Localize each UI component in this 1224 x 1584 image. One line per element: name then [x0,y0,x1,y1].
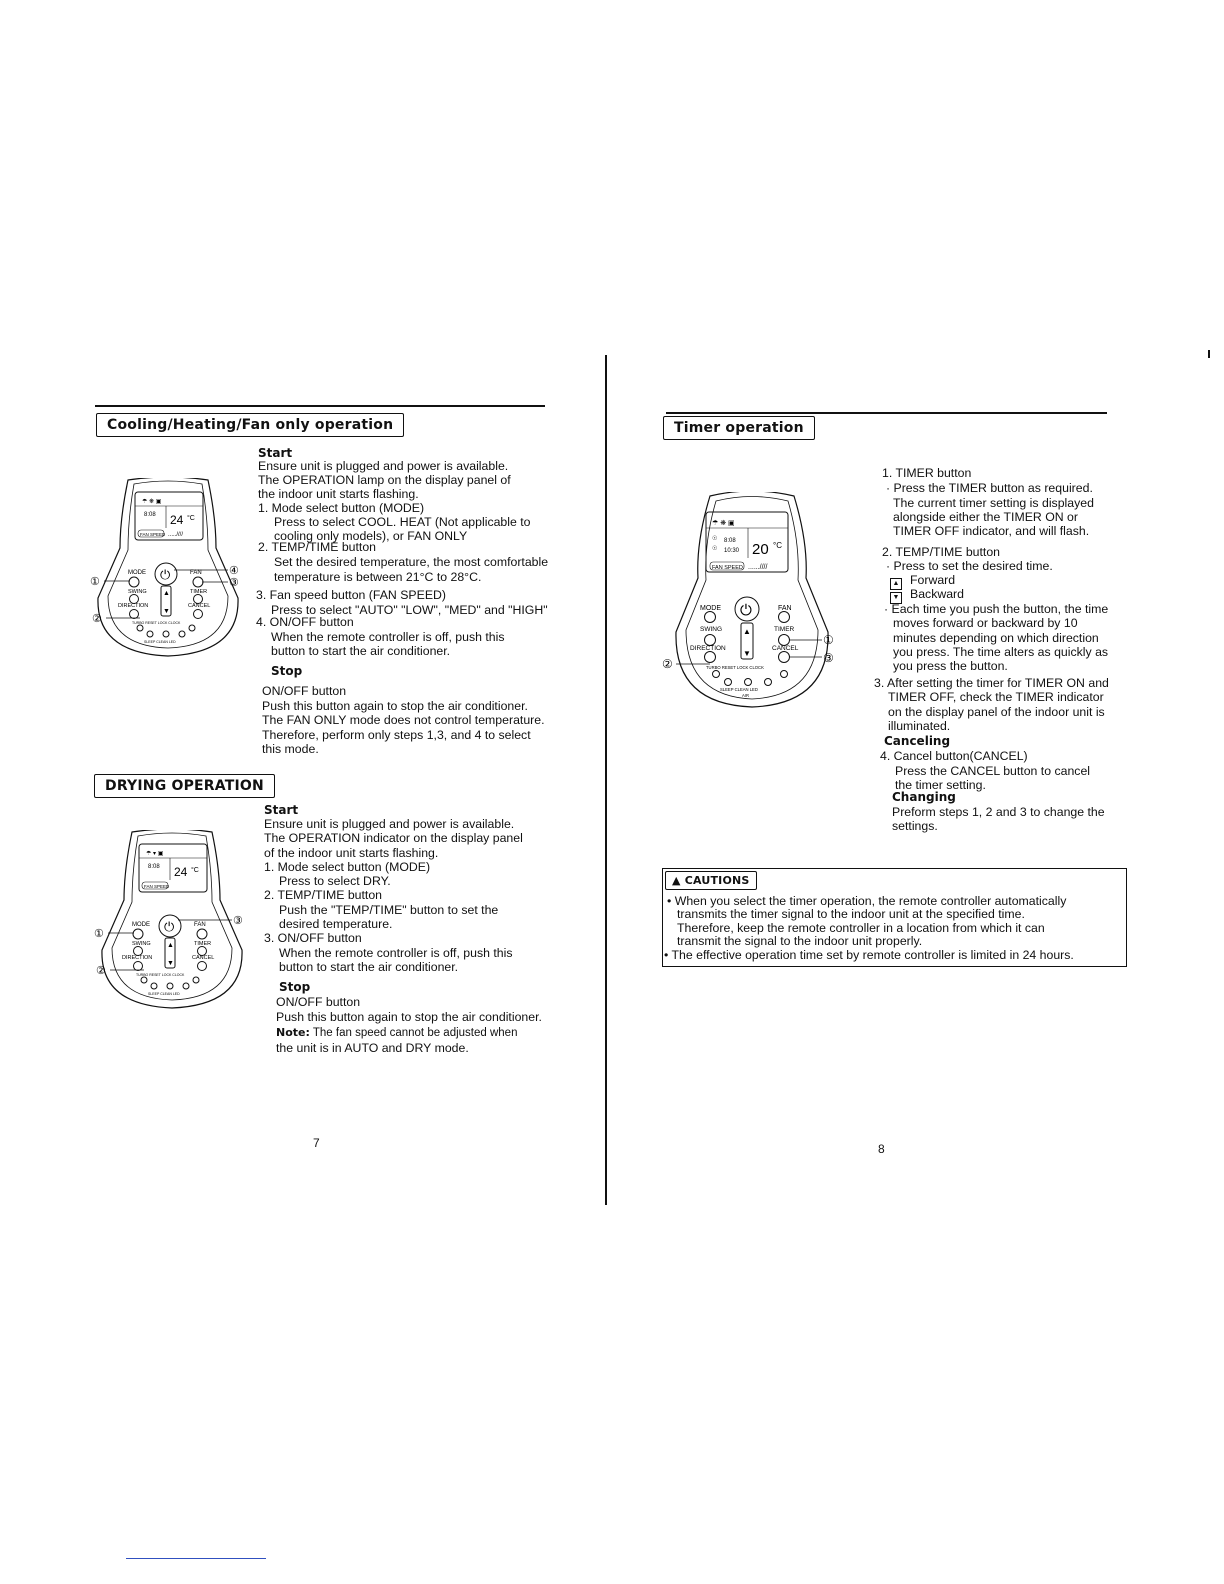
svg-text:☉: ☉ [712,546,718,552]
svg-text:8:08: 8:08 [724,538,736,544]
timer-line-1: · Press the TIMER button as required. [886,481,1093,495]
svg-text:......////: ......//// [748,564,768,571]
start-line-12: When the remote controller is off, push this [271,630,505,644]
start-line-6: 2. TEMP/TIME button [258,540,377,554]
stop-line-1: Push this button again to stop the air conditioner. [262,699,528,713]
note-line-2: the unit is in AUTO and DRY mode. [276,1041,469,1055]
timer-line-0: 1. TIMER button [882,466,972,480]
down-arrow-icon: ▼ [890,592,902,604]
timer-line-15: TIMER OFF, check the TIMER indicator [888,690,1104,704]
forward-label: Forward [910,573,956,587]
svg-text:DIRECTION: DIRECTION [690,645,726,652]
svg-text:MODE: MODE [128,570,146,576]
svg-text:②: ② [96,965,106,977]
note-text: The fan speed cannot be adjusted when [309,1027,518,1039]
stop-line-0: ON/OFF button [262,684,347,698]
svg-text:SLEEP CLEAN LED: SLEEP CLEAN LED [148,992,180,996]
svg-text:☂ ❋ ▣: ☂ ❋ ▣ [142,499,162,505]
start-line-2: the indoor unit starts flashing. [258,487,419,501]
svg-text:SWING: SWING [700,626,723,633]
svg-text:FAN: FAN [194,922,206,928]
canceling-heading: Canceling [884,734,951,748]
svg-text:SWING: SWING [128,589,147,595]
changing-heading: Changing [892,790,956,804]
svg-text:④: ④ [229,565,239,577]
svg-text:10:30: 10:30 [724,548,740,554]
start-heading: Start [258,446,293,460]
dry-start-line-6: Push the "TEMP/TIME" button to set the [279,903,499,917]
svg-text:FAN SPEED: FAN SPEED [144,884,170,889]
section2-title: DRYING OPERATION [94,774,275,798]
canceling-line-2: the timer setting. [895,778,986,792]
svg-text:CANCEL: CANCEL [192,955,215,961]
timer-section-title: Timer operation [663,416,815,440]
svg-text:⏻: ⏻ [160,567,171,582]
svg-text:24: 24 [170,513,184,527]
caution-line-2: Therefore, keep the remote controller in a location from which it can [677,921,1045,935]
svg-text:8:08: 8:08 [144,512,156,518]
remote-diagram-drying [92,830,252,1010]
svg-text:CANCEL: CANCEL [772,645,799,652]
svg-text:20: 20 [752,541,769,558]
svg-text:③: ③ [823,651,834,665]
caution-line-0: • When you select the timer operation, the remote controller automatically [667,894,1067,908]
start-line-10: Press to select "AUTO" "LOW", "MED" and "HIGH" [271,603,548,617]
svg-text:.....////: .....//// [168,532,184,538]
section1-top-rule [95,405,545,407]
svg-text:▼: ▼ [167,960,174,967]
svg-text:°C: °C [191,867,199,874]
svg-text:24: 24 [174,865,188,879]
svg-text:TURBO RESET LOCK CLOCK: TURBO RESET LOCK CLOCK [132,621,181,625]
dry-start-line-2: of the indoor unit starts flashing. [264,846,439,860]
timer-line-13: you press the button. [893,659,1008,673]
dry-start-line-10: button to start the air conditioner. [279,960,459,974]
svg-text:FAN: FAN [190,570,202,576]
spine-line [605,355,607,1205]
right-edge-mark [1208,350,1210,358]
page-number-right: 8 [878,1142,885,1156]
svg-text:MODE: MODE [700,605,721,612]
svg-text:FAN SPEED: FAN SPEED [712,565,743,571]
svg-text:▼: ▼ [163,608,170,615]
start-line-5: cooling only models), or FAN ONLY [274,529,468,543]
svg-text:FAN: FAN [778,605,792,612]
svg-text:▲: ▲ [743,627,751,636]
start-line-0: Ensure unit is plugged and power is available. [258,459,509,473]
timer-line-3: alongside either the TIMER ON or [893,510,1078,524]
remote-diagram-timer [660,492,845,710]
svg-text:②: ② [662,657,673,671]
section1-title: Cooling/Heating/Fan only operation [96,413,404,437]
dry-stop-line-1: Push this button again to stop the air conditioner. [276,1010,542,1024]
start-line-9: 3. Fan speed button (FAN SPEED) [256,588,447,602]
timer-line-11: minutes depending on which direction [893,631,1099,645]
svg-text:▲: ▲ [163,590,170,597]
svg-text:AIR: AIR [742,693,749,698]
svg-text:TIMER: TIMER [774,626,795,633]
svg-text:DIRECTION: DIRECTION [118,603,149,609]
stop-line-3: Therefore, perform only steps 1,3, and 4 to select [262,728,531,742]
svg-text:8:08: 8:08 [148,864,160,870]
svg-text:°C: °C [187,515,195,522]
svg-text:⏻: ⏻ [164,919,175,934]
start-line-8: temperature is between 21°C to 28°C. [274,570,482,584]
svg-text:▼: ▼ [743,649,751,658]
up-arrow-icon: ▲ [890,578,902,590]
start-line-1: The OPERATION lamp on the display panel of [258,473,511,487]
svg-text:①: ① [823,633,834,647]
dry-start-line-0: Ensure unit is plugged and power is available. [264,817,515,831]
start-line-4: Press to select COOL. HEAT (Not applicable to [274,515,531,529]
caution-line-3: transmit the signal to the indoor unit properly. [677,934,923,948]
timer-line-16: on the display panel of the indoor unit is [888,705,1105,719]
svg-text:☂ ▾ ▣: ☂ ▾ ▣ [146,851,164,857]
caution-line-1: transmits the timer signal to the indoor unit at the specified time. [677,907,1025,921]
canceling-line-1: Press the CANCEL button to cancel [895,764,1091,778]
svg-text:①: ① [90,576,100,588]
svg-text:CANCEL: CANCEL [188,603,211,609]
page-number-left: 7 [313,1136,320,1150]
warning-icon: ▲ [672,874,685,887]
changing-line-1: settings. [892,819,938,833]
stop-line-4: this mode. [262,742,319,756]
svg-text:MODE: MODE [132,922,150,928]
timer-line-14: 3. After setting the timer for TIMER ON and [874,676,1109,690]
svg-text:TIMER: TIMER [194,941,212,947]
svg-text:③: ③ [233,915,243,927]
timer-line-6: · Press to set the desired time. [886,559,1053,573]
dry-start-line-4: Press to select DRY. [279,874,391,888]
svg-text:☂ ❋ ▣: ☂ ❋ ▣ [712,520,735,527]
canceling-line-0: 4. Cancel button(CANCEL) [880,749,1028,763]
timer-line-17: illuminated. [888,719,951,733]
timer-line-4: TIMER OFF indicator, and will flash. [893,524,1090,538]
svg-text:☉: ☉ [712,536,718,542]
timer-top-rule [666,412,1107,414]
dry-start-heading: Start [264,803,299,817]
dry-start-line-5: 2. TEMP/TIME button [264,888,383,902]
dry-start-line-9: When the remote controller is off, push this [279,946,513,960]
svg-text:SLEEP CLEAN LED: SLEEP CLEAN LED [720,687,758,692]
svg-text:SWING: SWING [132,941,151,947]
dry-start-line-1: The OPERATION indicator on the display panel [264,831,523,845]
note-line [276,1026,517,1041]
timer-line-9: · Each time you push the button, the time [884,602,1109,616]
start-line-11: 4. ON/OFF button [256,615,354,629]
bottom-blue-line [126,1558,266,1559]
stop-line-2: The FAN ONLY mode does not control temperature. [262,713,545,727]
dry-stop-line-0: ON/OFF button [276,995,361,1009]
svg-text:③: ③ [229,577,239,589]
svg-text:TURBO RESET LOCK CLOCK: TURBO RESET LOCK CLOCK [136,973,185,977]
backward-label: Backward [910,587,964,601]
caution-line-4: • The effective operation time set by remote controller is limited in 24 hours. [664,948,1074,962]
start-line-7: Set the desired temperature, the most comfortable [274,555,549,569]
svg-text:①: ① [94,928,104,940]
svg-text:▲: ▲ [167,942,174,949]
timer-line-10: moves forward or backward by 10 [893,616,1078,630]
svg-text:DIRECTION: DIRECTION [122,955,153,961]
start-line-3: 1. Mode select button (MODE) [258,501,425,515]
svg-text:TIMER: TIMER [190,589,208,595]
dry-start-line-3: 1. Mode select button (MODE) [264,860,431,874]
note-label: Note: [276,1026,310,1039]
dry-start-line-7: desired temperature. [279,917,393,931]
changing-line-0: Preform steps 1, 2 and 3 to change the [892,805,1105,819]
svg-text:SLEEP CLEAN LED: SLEEP CLEAN LED [144,640,176,644]
svg-text:FAN SPEED: FAN SPEED [140,532,166,537]
cautions-label: CAUTIONS [684,874,750,887]
timer-line-12: you press. The time alters as quickly as [893,645,1109,659]
svg-text:②: ② [92,613,102,625]
cautions-title [665,871,757,890]
remote-diagram-cooling [88,478,248,658]
start-line-13: button to start the air conditioner. [271,644,451,658]
svg-text:°C: °C [773,541,782,550]
dry-start-line-8: 3. ON/OFF button [264,931,362,945]
timer-line-5: 2. TEMP/TIME button [882,545,1001,559]
stop-heading: Stop [271,664,303,678]
svg-text:TURBO RESET LOCK CLOCK: TURBO RESET LOCK CLOCK [706,665,764,670]
timer-line-2: The current timer setting is displayed [893,496,1094,510]
svg-text:⏻: ⏻ [740,602,752,619]
dry-stop-heading: Stop [279,980,311,994]
